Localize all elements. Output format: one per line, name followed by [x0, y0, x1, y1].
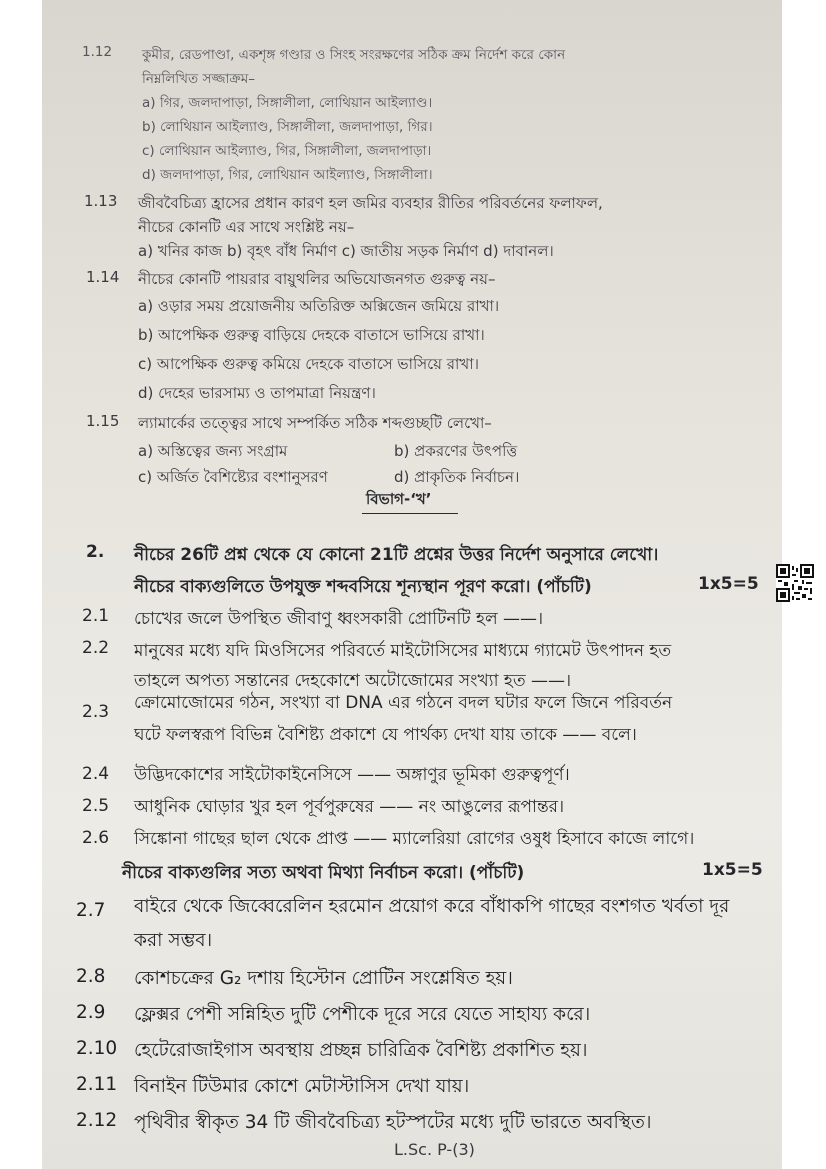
question-text: ক্রোমোজোমের গঠন, সংখ্যা বা DNA এর গঠনে বদল ঘটার ফলে জিনে পরিবর্তন	[134, 693, 673, 713]
question-number: 2.4	[82, 764, 110, 784]
question-text: ঘটে ফলস্বরূপ বিভিন্ন বৈশিষ্ট্য প্রকাশে যে পার্থক্য দেখা যায় তাকে —— বলে।	[134, 725, 637, 745]
option: a) খনির কাজ b) বৃহৎ বাঁধ নির্মাণ c) জাতীয় সড়ক নির্মাণ d) দাবানল।	[138, 242, 554, 260]
option: b) লোথিয়ান আইল্যাণ্ড, সিঙ্গালীলা, জলদাপাড়া, গির।	[142, 119, 433, 135]
option: a) গির, জলদাপাড়া, সিঙ্গালীলা, লোথিয়ান আইল্যাণ্ড।	[142, 95, 433, 111]
fill-instruction: নীচের বাক্যগুলিতে উপযুক্ত শব্দবসিয়ে শূন্যস্থান পূরণ করো। (পাঁচটি)	[134, 577, 592, 597]
question-number: 2.9	[76, 1002, 106, 1023]
question-text: চোখের জলে উপস্থিত জীবাণু ধ্বংসকারী প্রোটিনটি হল ——।	[134, 609, 544, 629]
option: d) দেহের ভারসাম্য ও তাপমাত্রা নিয়ন্ত্রণ।	[138, 384, 376, 402]
option: a) অস্তিত্বের জন্য সংগ্রাম	[138, 442, 288, 460]
question-text: তাহলে অপত্য সন্তানের দেহকোশে অটোজোমের সংখ্যা হত ——।	[134, 671, 572, 691]
option: b) আপেক্ষিক গুরুত্ব বাড়িয়ে দেহকে বাতাসে ভাসিয়ে রাখা।	[138, 326, 485, 344]
question-number: 1.12	[82, 44, 113, 60]
question-number: 2.10	[76, 1038, 118, 1059]
option: c) লোথিয়ান আইল্যাণ্ড, গির, সিঙ্গালীলা, জলদাপাড়া।	[142, 143, 432, 159]
left-margin	[0, 0, 42, 1169]
marks: 1x5=5	[702, 860, 763, 880]
question-number: 1.13	[84, 192, 118, 210]
question-number: 2.12	[76, 1110, 118, 1131]
qr-code-icon	[776, 564, 814, 602]
question-stem: ল্যামার্কের তত্ত্বের সাথে সম্পর্কিত সঠিক শব্দগুচ্ছটি লেখো–	[138, 414, 492, 432]
question-number: 2.2	[82, 638, 110, 658]
question-text: আধুনিক ঘোড়ার খুর হল পূর্বপুরুষের —— নং আঙুলের রূপান্তর।	[134, 797, 565, 817]
question-number: 2.5	[82, 796, 110, 816]
question-number: 2.1	[82, 606, 110, 626]
tf-instruction: নীচের বাক্যগুলির সত্য অথবা মিথ্যা নির্বাচন করো। (পাঁচটি)	[122, 863, 525, 883]
option: c) অর্জিত বৈশিষ্ট্যের বংশানুসরণ	[138, 468, 328, 486]
question-number: 2.11	[76, 1074, 118, 1095]
option: a) ওড়ার সময় প্রয়োজনীয় অতিরিক্ত অক্সিজেন জমিয়ে রাখা।	[138, 297, 500, 315]
question-number: 2.7	[76, 900, 106, 921]
instruction: নীচের 26টি প্রশ্ন থেকে যে কোনো 21টি প্রশ্নের উত্তর নির্দেশ অনুসারে লেখো।	[134, 545, 659, 565]
question-text: মানুষের মধ্যে যদি মিওসিসের পরিবর্তে মাইটোসিসের মাধ্যমে গ্যামেট উৎপাদন হত	[134, 641, 672, 661]
question-stem: জীববৈচিত্র্য হ্রাসের প্রধান কারণ হল জমির ব্যবহার রীতির পরিবর্তনের ফলাফল,	[138, 194, 603, 212]
question-text: বাইরে থেকে জিব্বেরেলিন হরমোন প্রয়োগ করে বাঁধাকপি গাছের বংশগত খর্বতা দূর	[134, 896, 730, 917]
option: d) জলদাপাড়া, গির, লোথিয়ান আইল্যাণ্ড, সিঙ্গালীলা।	[142, 167, 433, 183]
question-number: 2.8	[76, 966, 106, 987]
page-footer: L.Sc. P-(3)	[394, 1140, 475, 1159]
question-stem: নিম্নলিখিত সজ্জাক্রম–	[142, 71, 255, 87]
option: c) আপেক্ষিক গুরুত্ব কমিয়ে দেহকে বাতাসে ভাসিয়ে রাখা।	[138, 355, 479, 373]
marks: 1x5=5	[698, 574, 759, 594]
question-text: কোশচক্রের G₂ দশায় হিস্টোন প্রোটিন সংশ্লেষিত হয়।	[134, 968, 513, 989]
section-underline	[362, 513, 458, 514]
question-text: হেটেরোজাইগাস অবস্থায় প্রচ্ছন্ন চারিত্রিক বৈশিষ্ট্য প্রকাশিত হয়।	[134, 1040, 588, 1061]
question-stem: কুমীর, রেডপাণ্ডা, একশৃঙ্গ গণ্ডার ও সিংহ সংরক্ষণের সঠিক ক্রম নির্দেশ করে কোন	[142, 47, 566, 63]
section-title: বিভাগ-‘খ’	[366, 490, 432, 508]
option: d) প্রাকৃতিক নির্বাচন।	[394, 468, 520, 486]
question-text: ফ্লেক্সর পেশী সন্নিহিত দুটি পেশীকে দূরে সরে যেতে সাহায্য করে।	[134, 1004, 591, 1025]
question-number: 1.14	[86, 268, 120, 286]
question-number: 2.	[86, 542, 105, 562]
question-number: 2.3	[82, 702, 110, 722]
question-text: পৃথিবীর স্বীকৃত 34 টি জীববৈচিত্র্য হটস্পটের মধ্যে দুটি ভারতে অবস্থিত।	[134, 1112, 652, 1133]
question-text: বিনাইন টিউমার কোশে মেটাস্টাসিস দেখা যায়।	[134, 1076, 470, 1097]
exam-page	[42, 0, 782, 1169]
question-text: করা সম্ভব।	[134, 930, 213, 951]
question-number: 1.15	[86, 412, 120, 430]
question-stem: নীচের কোনটি এর সাথে সংশ্লিষ্ট নয়–	[138, 218, 355, 236]
question-number: 2.6	[82, 828, 110, 848]
question-text: সিঙ্কোনা গাছের ছাল থেকে প্রাপ্ত —— ম্যালেরিয়া রোগের ওষুধ হিসাবে কাজে লাগে।	[134, 829, 695, 849]
question-stem: নীচের কোনটি পায়রার বায়ুথলির অভিযোজনগত গুরুত্ব নয়–	[138, 270, 496, 288]
question-text: উদ্ভিদকোশের সাইটোকাইনেসিসে —— অঙ্গাণুর ভূমিকা গুরুত্বপূর্ণ।	[134, 765, 570, 785]
option: b) প্রকরণের উৎপত্তি	[394, 442, 518, 460]
